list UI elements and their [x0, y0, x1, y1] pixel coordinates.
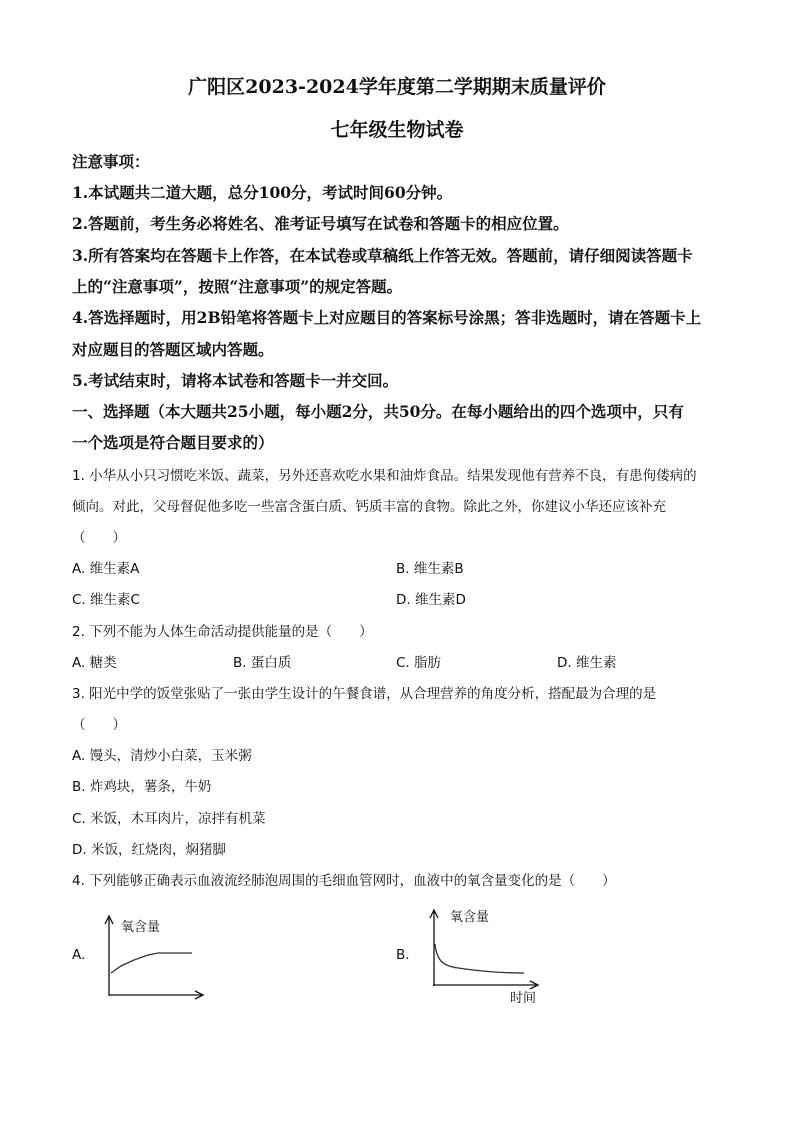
question-3-text: 3. 阳光中学的饭堂张贴了一张由学生设计的午餐食谱，从合理营养的角度分析，搭配最为合理的是 — [72, 686, 657, 702]
question-1-option-d: D. 维生素D — [396, 592, 466, 608]
notice-item: 上的“注意事项”，按照“注意事项”的规定答题。 — [72, 277, 403, 296]
question-3-option-b: B. 炸鸡块，薯条，牛奶 — [72, 779, 212, 795]
notice-item: 1.本试题共二道大题，总分100分，考试时间60分钟。 — [72, 183, 453, 202]
question-2-text: 2. 下列不能为人体生命活动提供能量的是（ ） — [72, 624, 373, 640]
question-4-option-a-label: A. — [72, 947, 86, 963]
question-1-option-c: C. 维生素C — [72, 592, 140, 608]
exam-subtitle: 七年级生物试卷 — [330, 119, 464, 141]
graph-b-y-axis-label: 氧含量 — [450, 910, 490, 925]
question-3-option-a: A. 馒头，清炒小白菜，玉米粥 — [72, 748, 252, 764]
question-1-text: 倾向。对此，父母督促他多吃一些富含蛋白质、钙质丰富的食物。除此之外，你建议小华还应该补充 — [72, 499, 666, 515]
notice-item: 5.考试结束时，请将本试卷和答题卡一并交回。 — [72, 371, 399, 390]
question-1-text: 1. 小华从小只习惯吃米饭、蔬菜，另外还喜欢吃水果和油炸食品。结果发现他有营养不良，有患佝偻病的 — [72, 468, 697, 484]
question-4-graph-a — [96, 906, 216, 1006]
question-4-graph-b — [420, 900, 550, 1010]
section-heading: 一个选项是符合题目要求的） — [72, 433, 274, 452]
exam-title: 广阳区2023-2024学年度第二学期期末质量评价 — [188, 76, 606, 98]
question-2-option-c: C. 脂肪 — [396, 655, 442, 671]
notice-item: 对应题目的答题区域内答题。 — [72, 340, 274, 359]
question-2-option-d: D. 维生素 — [557, 655, 617, 671]
graph-a-y-axis-label: 氧含量 — [121, 920, 161, 935]
question-2-option-b: B. 蛋白质 — [233, 655, 292, 671]
notice-item: 4.答选择题时，用2B铅笔将答题卡上对应题目的答案标号涂黑；答非选题时，请在答题卡上 — [72, 308, 702, 327]
question-4-option-b-label: B. — [396, 947, 410, 963]
question-3-option-d: D. 米饭，红烧肉，焖猪脚 — [72, 842, 226, 858]
section-heading: 一、选择题（本大题共25小题，每小题2分，共50分。在每小题给出的四个选项中，只有 — [72, 402, 684, 421]
question-1-answer-bracket: （ ） — [72, 530, 126, 546]
notice-heading: 注意事项： — [72, 152, 150, 171]
question-4-text: 4. 下列能够正确表示血液流经肺泡周围的毛细血管网时，血液中的氧含量变化的是（ ） — [72, 873, 616, 889]
graph-b-x-axis-label: 时间 — [510, 991, 537, 1006]
question-2-option-a: A. 糖类 — [72, 655, 117, 671]
notice-item: 2.答题前，考生务必将姓名、准考证号填写在试卷和答题卡的相应位置。 — [72, 214, 569, 233]
question-1-option-a: A. 维生素A — [72, 561, 140, 577]
question-1-option-b: B. 维生素B — [396, 561, 464, 577]
question-3-answer-bracket: （ ） — [72, 717, 126, 733]
notice-item: 3.所有答案均在答题卡上作答，在本试卷或草稿纸上作答无效。答题前，请仔细阅读答题卡 — [72, 246, 693, 265]
question-3-option-c: C. 米饭，木耳肉片，凉拌有机菜 — [72, 811, 266, 827]
